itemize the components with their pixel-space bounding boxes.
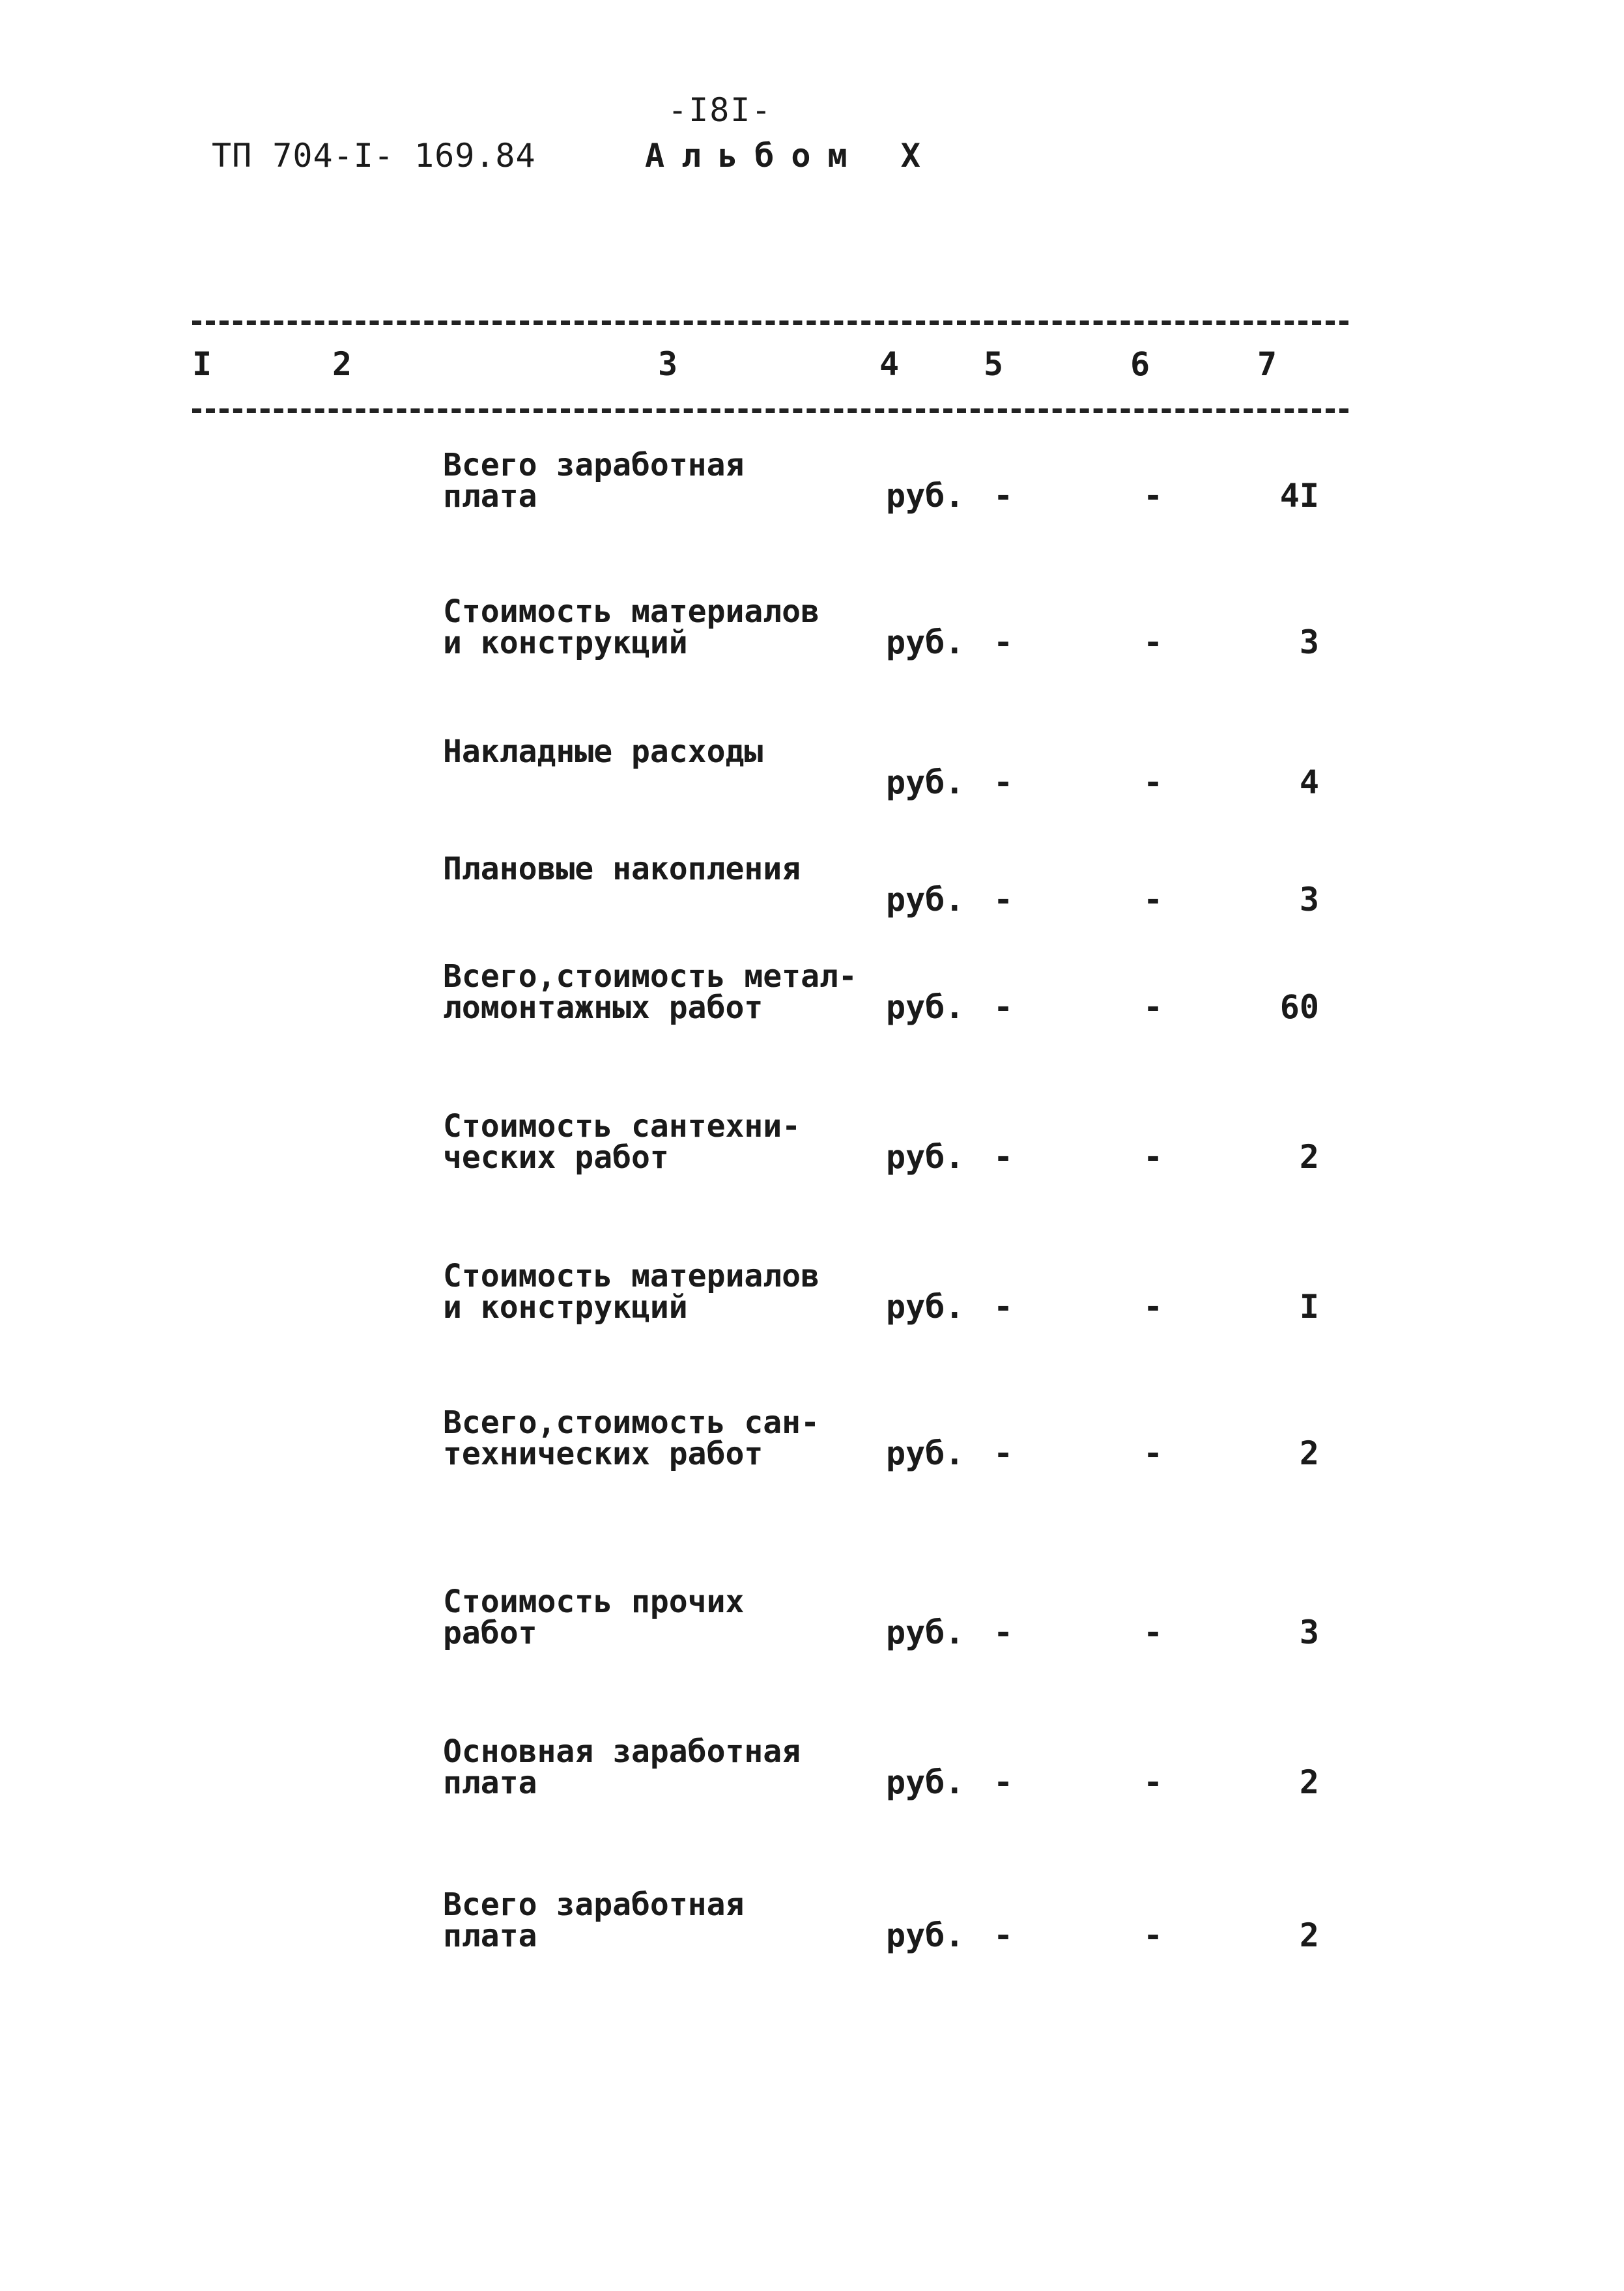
row-col-6: - [1143, 477, 1163, 515]
page-number: -I8I- [668, 91, 773, 129]
column-header-6: 6 [1130, 345, 1150, 383]
table-row [0, 1404, 1624, 1492]
row-name: Плановые накопления [443, 851, 801, 887]
row-col-5: - [993, 1916, 1014, 1954]
table-row [0, 1586, 1624, 1671]
table-top-rule [192, 320, 1348, 325]
row-name: Стоимость материалов и конструкций [443, 593, 819, 661]
row-col-7: 3 [1299, 1614, 1319, 1651]
row-col-6: - [1143, 1916, 1163, 1954]
row-col-7: 3 [1299, 881, 1319, 918]
row-name: Всего заработная плата [443, 447, 745, 515]
column-header-3: 3 [658, 345, 678, 383]
column-header-7: 7 [1257, 345, 1277, 383]
row-col-7: 60 [1279, 988, 1319, 1026]
row-col-5: - [993, 763, 1014, 801]
row-col-6: - [1143, 1434, 1163, 1472]
row-unit: руб. [886, 1916, 965, 1954]
row-col-7: 4I [1279, 477, 1319, 515]
column-header-5: 5 [984, 345, 1004, 383]
table-row [0, 1886, 1624, 1974]
row-name: Стоимость сантехни- ческих работ [443, 1108, 801, 1176]
row-col-7: 2 [1299, 1763, 1319, 1801]
row-name: Всего,стоимость метал- ломонтажных работ [443, 958, 857, 1026]
row-col-5: - [993, 477, 1014, 515]
row-unit: руб. [886, 1434, 965, 1472]
table-row [0, 733, 1624, 821]
row-unit: руб. [886, 988, 965, 1026]
row-col-6: - [1143, 1763, 1163, 1801]
row-col-7: 3 [1299, 623, 1319, 661]
row-name: Стоимость материалов и конструкций [443, 1258, 819, 1326]
table-row [0, 593, 1624, 681]
row-col-7: 4 [1299, 763, 1319, 801]
row-name: Стоимость прочих работ [443, 1584, 745, 1651]
row-col-6: - [1143, 763, 1163, 801]
row-name: Всего,стоимость сан- технических работ [443, 1404, 819, 1472]
table-row [0, 1733, 1624, 1821]
album-label: Альбом X [645, 137, 937, 175]
row-unit: руб. [886, 1288, 965, 1326]
table-row [0, 449, 1624, 534]
row-col-5: - [993, 881, 1014, 918]
row-col-6: - [1143, 988, 1163, 1026]
column-header-4: 4 [879, 345, 900, 383]
row-col-5: - [993, 1138, 1014, 1176]
table-row [0, 1260, 1624, 1345]
row-col-6: - [1143, 881, 1163, 918]
row-unit: руб. [886, 1614, 965, 1651]
row-unit: руб. [886, 1763, 965, 1801]
row-col-7: 2 [1299, 1434, 1319, 1472]
row-name: Всего заработная плата [443, 1886, 745, 1954]
row-col-6: - [1143, 1138, 1163, 1176]
row-col-7: 2 [1299, 1916, 1319, 1954]
row-name: Накладные расходы [443, 733, 763, 770]
row-col-5: - [993, 1288, 1014, 1326]
row-name: Основная заработная плата [443, 1733, 801, 1801]
document-code: ТП 704-I- 169.84 [212, 137, 536, 175]
row-unit: руб. [886, 623, 965, 661]
row-unit: руб. [886, 763, 965, 801]
row-unit: руб. [886, 1138, 965, 1176]
row-col-6: - [1143, 623, 1163, 661]
table-row [0, 1108, 1624, 1195]
column-header-1: I [192, 345, 212, 383]
column-header-2: 2 [332, 345, 352, 383]
row-col-5: - [993, 1434, 1014, 1472]
row-unit: руб. [886, 881, 965, 918]
row-col-7: I [1299, 1288, 1319, 1326]
row-col-6: - [1143, 1614, 1163, 1651]
row-col-5: - [993, 988, 1014, 1026]
table-row [0, 958, 1624, 1046]
table-row [0, 853, 1624, 938]
row-col-5: - [993, 1763, 1014, 1801]
row-col-5: - [993, 1614, 1014, 1651]
row-unit: руб. [886, 477, 965, 515]
row-col-7: 2 [1299, 1138, 1319, 1176]
row-col-5: - [993, 623, 1014, 661]
table-header-rule [192, 408, 1348, 413]
row-col-6: - [1143, 1288, 1163, 1326]
